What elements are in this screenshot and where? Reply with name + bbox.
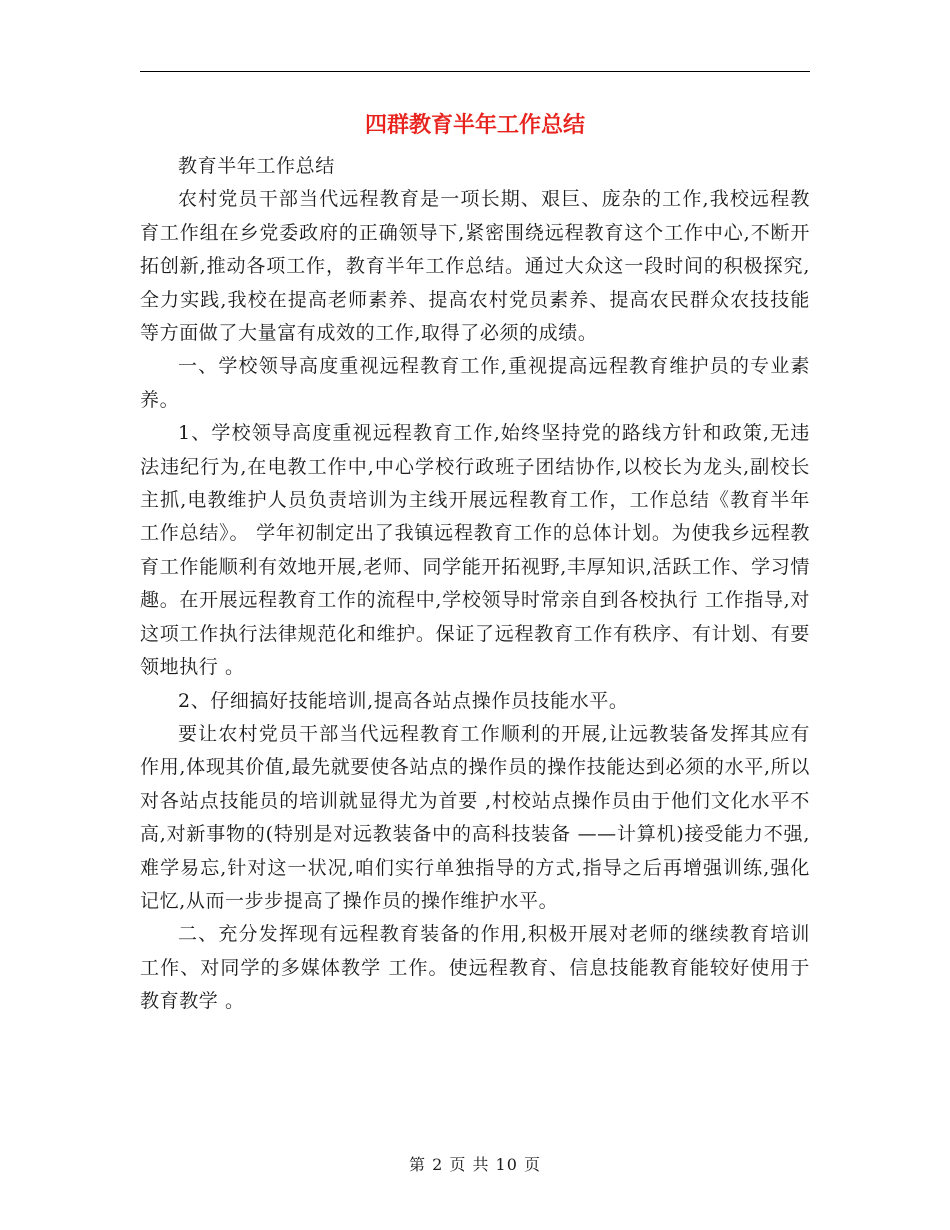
paragraph-section-1-heading: 一、学校领导高度重视远程教育工作,重视提高远程教育维护员的专业素养。: [140, 355, 810, 411]
paragraph-subtitle: 教育半年工作总结: [178, 155, 335, 177]
document-title: 四群教育半年工作总结: [364, 113, 585, 138]
paragraph-intro: 农村党员干部当代远程教育是一项长期、艰巨、庞杂的工作,我校远程教育工作组在乡党委政府的正确领导下,紧密围绕远程教育这个工作中心,不断开拓创新,推动各项工作，教育半年工作总结。通过大众这一段时间的积极探究,全力实践,我校在提高老师素养、提高农村党员素养、提高农民群众农技技能等方面做了大量富有成效的工作,取得了必须的成绩。: [140, 188, 810, 345]
paragraph-item-2-heading: 2、仔细搞好技能培训,提高各站点操作员技能水平。: [178, 689, 629, 712]
paragraph-section-2-heading: 二、充分发挥现有远程教育装备的作用,积极开展对老师的继续教育培训工作、对同学的多媒体教学 工作。使远程教育、信息技能教育能较好使用于教育教学 。: [140, 923, 810, 1013]
paragraph-item-1: 1、学校领导高度重视远程教育工作,始终坚持党的路线方针和政策,无违法违纪行为,在电教工作中,中心学校行政班子团结协作,以校长为龙头,副校长主抓,电教维护人员负责培训为主线开展远程教育工作，工作总结《教育半年工作总结》。 学年初制定出了我镇远程教育工作的总体计划。为使我乡远程教育工作能顺利有效地开展,老师、同学能开拓视野,丰厚知识,活跃工作、学习情趣。在开展远程教育工作的流程中,学校领导时常亲自到各校执行 工作指导,对这项工作执行法律规范化和维护。保证了远程教育工作有秩序、有计划、有要领地执行 。: [140, 422, 810, 679]
header-rule: [140, 71, 810, 72]
paragraph-item-2-body: 要让农村党员干部当代远程教育工作顺利的开展,让远教装备发挥其应有作用,体现其价值,最先就要使各站点的操作员的操作技能达到必须的水平,所以对各站点技能员的培训就显得尤为首要 ,村校站点操作员由于他们文化水平不高,对新事物的(特别是对远教装备中的高科技装备 ——计算机)接受能力不强,难学易忘,针对这一状况,咱们实行单独指导的方式,指导之后再增强训练,强化记忆,从而一步步提高了操作员的操作维护水平。: [140, 722, 810, 912]
page-number: 第 2 页 共 10 页: [409, 1155, 541, 1174]
document-body: [140, 150, 810, 1019]
